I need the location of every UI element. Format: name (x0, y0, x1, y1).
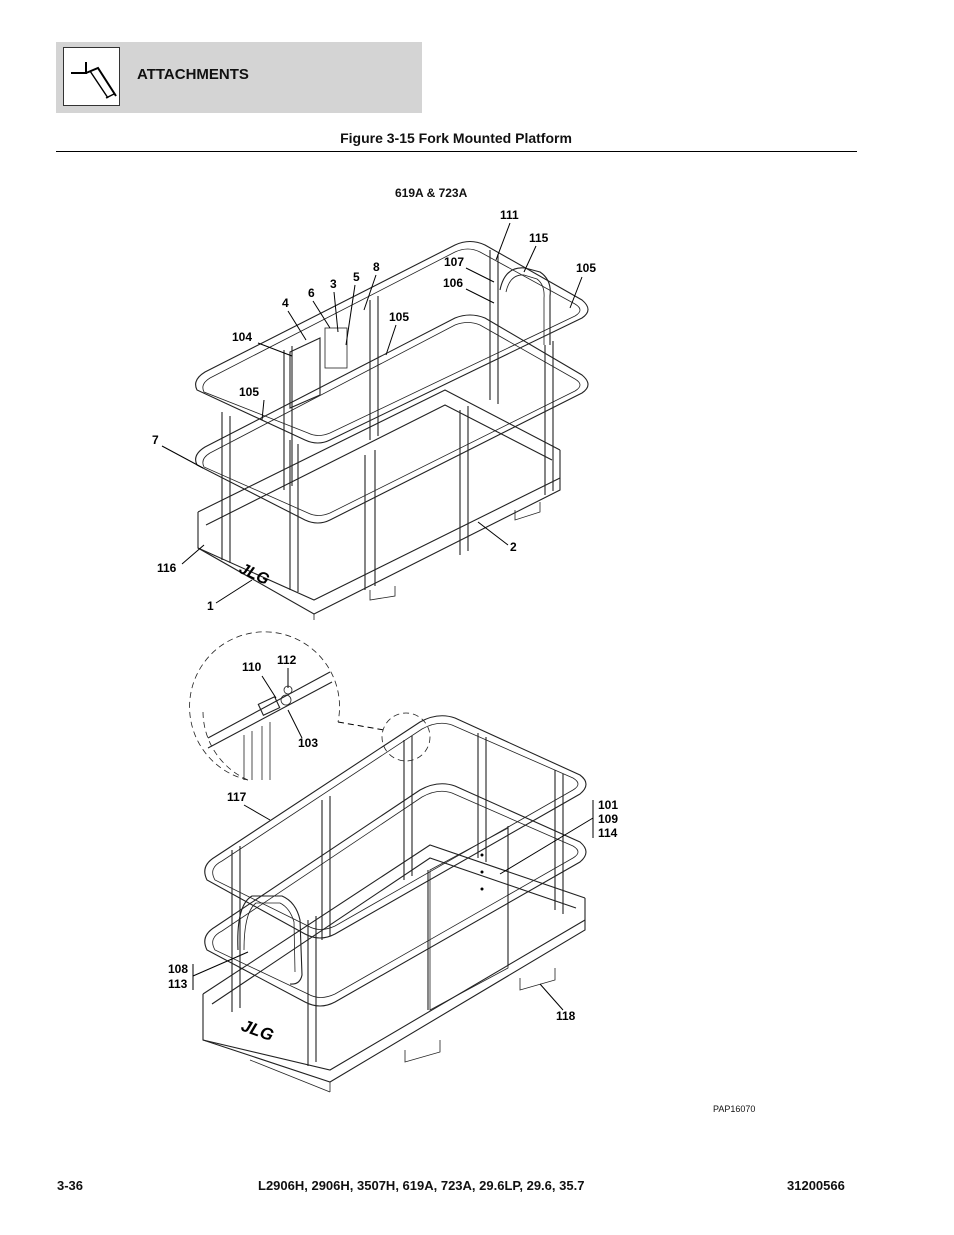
callout-113: 113 (168, 977, 188, 991)
callout-101: 101 (598, 798, 619, 812)
callout-7: 7 (152, 433, 159, 447)
detail-circle-view (190, 632, 430, 780)
callout-106: 106 (443, 276, 464, 290)
callout-107: 107 (444, 255, 465, 269)
svg-text:JLG: JLG (236, 560, 272, 589)
section-title: ATTACHMENTS (137, 66, 249, 83)
callout-8: 8 (373, 260, 380, 274)
callout-108: 108 (168, 962, 189, 976)
callout-116: 116 (157, 561, 177, 575)
callout-115: 115 (529, 231, 549, 245)
callout-6: 6 (308, 286, 315, 300)
callout-109: 109 (598, 812, 619, 826)
callout-118: 118 (556, 1009, 576, 1023)
callout-105-left: 105 (239, 385, 260, 399)
callout-1: 1 (207, 599, 214, 613)
callout-114: 114 (598, 826, 618, 840)
callout-111: 111 (500, 208, 519, 222)
footer-page-number: 3-36 (57, 1178, 84, 1193)
callout-3: 3 (330, 277, 337, 291)
callout-103: 103 (298, 736, 319, 750)
callout-110: 110 (242, 660, 262, 674)
figure-models-label: 619A & 723A (395, 186, 468, 200)
callout-5: 5 (353, 270, 360, 284)
callout-4: 4 (282, 296, 289, 310)
svg-text:JLG: JLG (238, 1015, 277, 1046)
callout-105-right: 105 (576, 261, 597, 275)
bottom-platform-illustration (203, 716, 586, 1092)
callout-2: 2 (510, 540, 517, 554)
callout-112: 112 (277, 653, 297, 667)
top-platform-illustration (196, 242, 588, 621)
figure-ref-code: PAP16070 (713, 1104, 756, 1114)
callout-104: 104 (232, 330, 253, 344)
callout-105-mid: 105 (389, 310, 410, 324)
figure-title: Figure 3-15 Fork Mounted Platform (340, 130, 572, 146)
footer-doc-number: 31200566 (787, 1178, 845, 1193)
callout-117: 117 (227, 790, 247, 804)
detail-callouts (242, 653, 318, 750)
footer-models: L2906H, 2906H, 3507H, 619A, 723A, 29.6LP, 29.6, 35.7 (258, 1178, 585, 1193)
